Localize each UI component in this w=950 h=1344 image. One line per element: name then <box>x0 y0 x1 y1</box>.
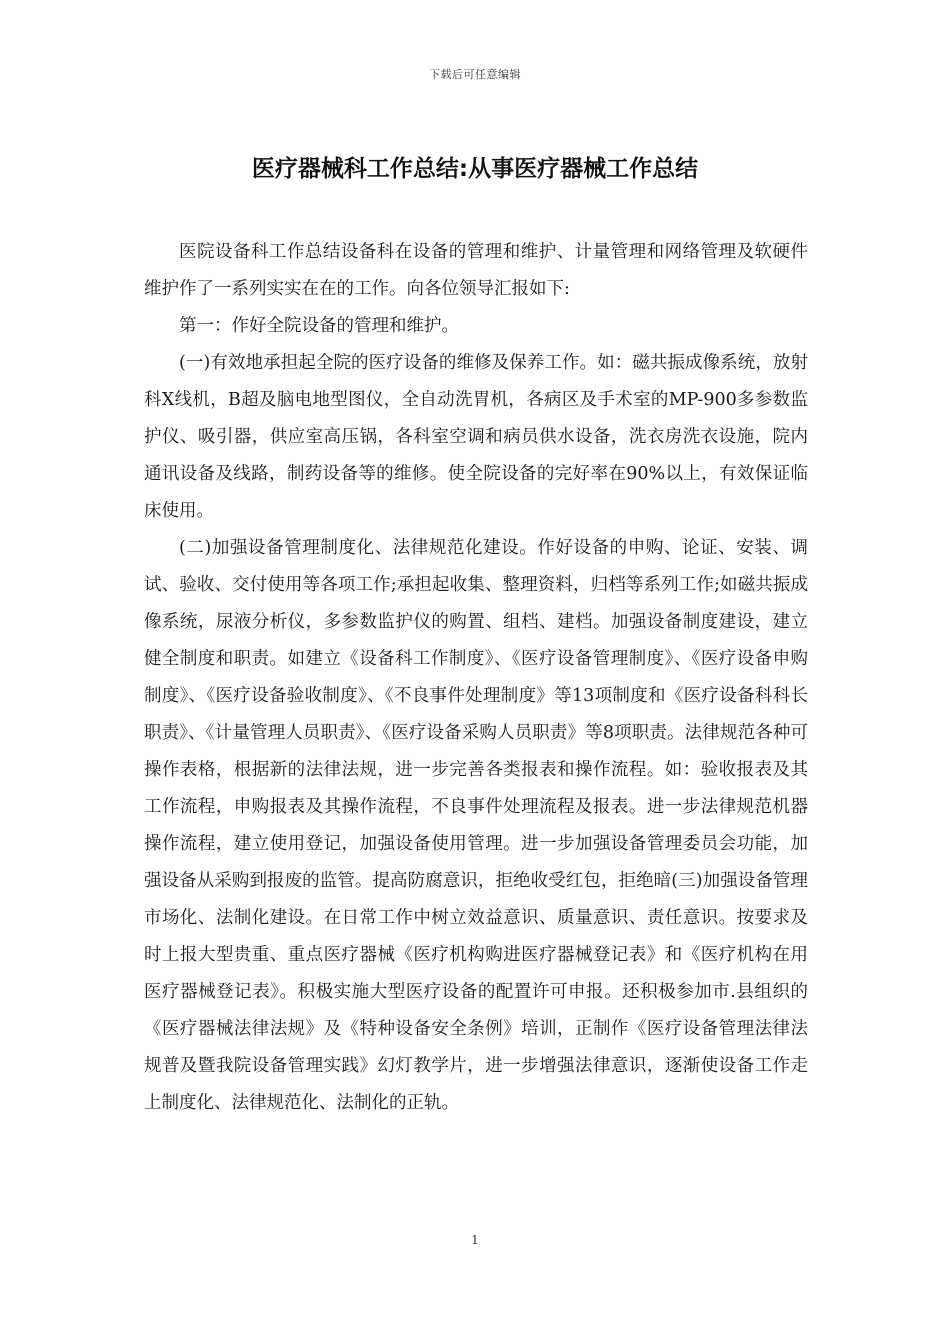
paragraph-section-one: 第一：作好全院设备的管理和维护。 <box>179 316 459 336</box>
document-body <box>144 234 808 1122</box>
header-note: 下载后可任意编辑 <box>429 68 521 81</box>
paragraph-maintenance: (一)有效地承担起全院的医疗设备的维修及保养工作。如：磁共振成像系统，放射科X线机，B超及脑电地型图仪，全自动洗胃机，各病区及手术室的MP-900多参数监护仪、吸引器，供应室高压锅，各科室空调和病员供水设备，洗衣房洗衣设施，院内通讯设备及线路，制药设备等的维修。使全院设备的完好率在90%以上，有效保证临床使用。 <box>144 353 808 521</box>
page-number: 1 <box>471 1233 479 1247</box>
document-title: 医疗器械科工作总结:从事医疗器械工作总结 <box>251 156 699 182</box>
paragraph-management-system: (二)加强设备管理制度化、法律规范化建设。作好设备的申购、论证、安装、调试、验收、交付使用等各项工作;承担起收集、整理资料，归档等系列工作;如磁共振成像系统，尿液分析仪，多参数监护仪的购置、组档、建档。加强设备制度建设，建立健全制度和职责。如建立《设备科工作制度》、《医疗设备管理制度》、《医疗设备申购制度》、《医疗设备验收制度》、《不良事件处理制度》等13项制度和《医疗设备科科长职责》、《计量管理人员职责》、《医疗设备采购人员职责》等8项职责。法律规范各种可操作表格，根据新的法律法规，进一步完善各类报表和操作流程。如：验收报表及其工作流程，申购报表及其操作流程，不良事件处理流程及报表。进一步法律规范机器操作流程，建立使用登记，加强设备使用管理。进一步加强设备管理委员会功能，加强设备从采购到报废的监管。提高防腐意识，拒绝收受红包，拒绝暗(三)加强设备管理市场化、法制化建设。在日常工作中树立效益意识、质量意识、责任意识。按要求及时上报大型贵重、重点医疗器械《医疗机构购进医疗器械登记表》和《医疗机构在用医疗器械登记表》。积极实施大型医疗设备的配置许可申报。还积极参加市.县组织的《医疗器械法律法规》及《特种设备安全条例》培训，正制作《医疗设备管理法律法规普及暨我院设备管理实践》幻灯教学片，进一步增强法律意识，逐渐使设备工作走上制度化、法律规范化、法制化的正轨。 <box>144 538 808 1113</box>
paragraph-intro: 医院设备科工作总结设备科在设备的管理和维护、计量管理和网络管理及软硬件维护作了一系列实实在在的工作。向各位领导汇报如下: <box>144 242 808 299</box>
